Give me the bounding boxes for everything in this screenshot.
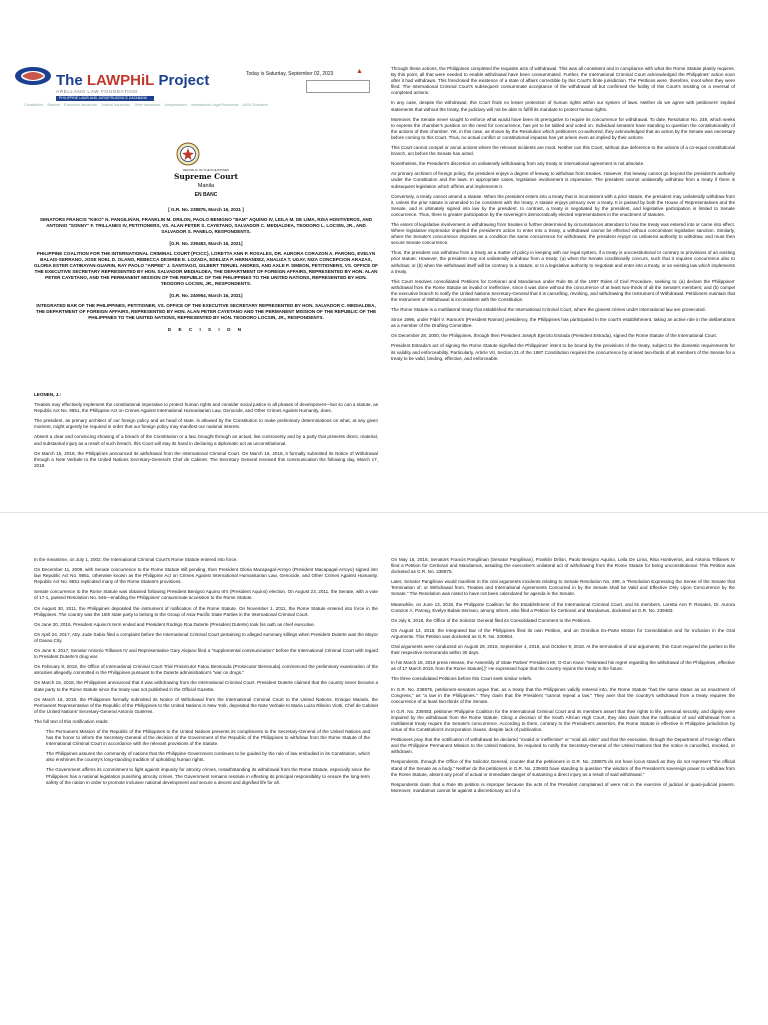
quoted-paragraph: The Government affirms its commitment to fight against impunity for atrocity crimes, notwithstanding its withdrawal from the Rome Statute, especially since the Philippines has a national legislation punishing atrocity crimes. The Government remains resolute in effecting its principal responsibility to ensure the long-term safety of the nation in order to promote inclusive national development and secure a decent and dignified life for all. <box>46 767 370 785</box>
foundation-name: ARELLANO LAW FOUNDATION <box>56 90 138 95</box>
document-page-2 <box>0 512 768 1025</box>
paragraph: Oral arguments were conducted on August 28, 2018, September 4, 2018, and October 9, 2018. At the termination of oral arguments, this Court required the parties to file their respective memoranda within 30 days. <box>391 644 735 656</box>
case-parties: PHILIPPINE COALITION FOR THE INTERNATIONAL CRIMINAL COURT (PCICC), LORETTA ANN P. ROSALES, DR. AURORA CORAZON A. PARONG, EVELYN BALAIS-SERRANO, JOSE NOEL D. OLANO, REBECCA DESIREE E. LOZADA, EDELIZA P. HERNANDEZ, ANALIZA T. UGAY, NIZA CONCEPCION ARAZAS, GLORIA ESTER CATIBAYAN-GUARIN, RAY PAOLO "ARPEE" J. SANTIAGO, GILBERT TERUEL ANDRES, AND AXLE P. SIMEON, PETITIONERS, VS. OFFICE OF THE EXECUTIVE SECRETARY REPRESENTED BY HON. SALVADOR MEDIALDEA, THE DEPARTMENT OF FOREIGN AFFAIRS, REPRESENTED BY HON. ALAN PETER CAYETANO, AND THE PERMANENT MISSION OF THE REPUBLIC OF THE PHILIPPINES TO THE UNITED NATIONS, REPRESENTED BY HON. TEODORO LOCSIN, JR., RESPONDENTS. <box>34 251 378 286</box>
paragraph: Later, Senator Pangilinan would manifest in the oral arguments incidents relating to Senate Resolution No. 289, a "Resolution Expressing the Sense of the Senate that Termination of, or Withdrawal from, Treaties and International Agreements Concurred in by the Senate shall be Valid and Effective Only Upon Concurrence by the Senate." The Resolution was noted to have not been calendared for agenda in the Senate. <box>391 579 735 597</box>
paragraph: Nonetheless, the President's discretion on unilaterally withdrawing from any treaty or international agreement is not absolute. <box>391 161 645 167</box>
republic-label: REPUBLIC OF THE PHILIPPINES <box>182 168 230 172</box>
paragraph: Through these actions, the Philippines completed the requisite acts of withdrawal. This was all consistent and in compliance with what the Rome Statute plainly requires. By this point, all that were needed to enable withdrawal have been consummated. Further, the International Criminal Court acknowledged the Philippines' action soon after it had withdrawn. This foreclosed the existence of a state of affairs correctible by this Court's finite jurisdiction. The Petitions were, therefore, moot when they were filed. The International Criminal Court's subsequent consummate acceptance of the withdrawal all but confirmed the futility of this Court's insisting on a reversal of completed actions. <box>391 66 735 96</box>
site-brand[interactable]: The LAWPHiL Project <box>56 72 210 89</box>
paragraph: This Court resolves consolidated Petitions for Certiorari and Mandamus under Rule 65 of the 1997 Rules of Civil Procedure, seeking to: (a) declare the Philippines' withdrawal from the Rome Statute as invalid or ineffective, since it was done without the concurrence of at least two-thirds of all the Senate's members; and (b) compel the executive branch to notify the United Nations Secretary-General that it is cancelling, revoking, and withdrawing the Instrument of Withdrawal. Petitioners maintain that the Instrument of Withdrawal is inconsistent with the Constitution. <box>391 278 735 302</box>
paragraph: Moreover, the Senate never sought to enforce what would have been its prerogative to require its concurrence for withdrawal. To date, Resolution No. 249, which seeks to express the chamber's position on the need for concurrence, has yet to be tabled and voted on. Individual senators have standing to question the constitutionality of the actions of their chamber. Yet, in this case, as shown by the Resolution which petitioners co-authored, they acknowledged that an action by the Senate was necessary before coming to this Court. Thus, no actual conflict or constitutional impasse has yet arisen even as implied by their actions. <box>391 116 735 140</box>
nav-executive-issuances[interactable]: Executive Issuances <box>64 103 97 107</box>
paragraph: On March 16, 2018, the Philippines formally submitted its Notice of Withdrawal from the International Criminal Court to the United Nations. Enrique Manalo, the Permanent Representative of the Republic of the Philippines to the United Nations in New York, deposited the Note Verbale to Maria Luiza Ribeiro Viotti, Chef de Cabinet of the United Nations' Secretary-General Antonio Guterres. <box>34 696 378 714</box>
page2-right-body <box>391 557 735 1023</box>
paragraph: Respondents, through the Office of the Solicitor General, counter that the petitioners in G.R. No. 238875 do not have locus standi as they do not represent "the official stand of the Senate as a body." Neither do the petitioners in G.R. No. 239483 have standing to question "the wisdom of the President's sovereign power to withdraw from the Rome Statute, absent any proof of actual or immediate danger of sustaining a direct injury as a result of said withdrawal." <box>391 759 735 777</box>
site-brand-highlight: LAWPHiL <box>86 72 155 89</box>
paragraph: On February 8, 2018, the Office of International Criminal Court Trial Prosecutor Fatou Bensouda (Prosecutor Bensouda) commenced the preliminary examination of the atrocities allegedly committed in the Philippines pursuant to the Duterte administration's "war on drugs." <box>34 664 378 676</box>
nav-international-legal-resources[interactable]: International Legal Resources <box>190 103 239 107</box>
paragraph: On August 30, 2011, the Philippines deposited the instrument of ratification of the Rome Statute. On November 1, 2011, the Rome Statute entered into force in the Philippines. The country was the 16th state party to belong to the Group of Asia-Pacific State Parties in the International Criminal Court. <box>34 605 378 617</box>
paragraph: Respondents claim that a Rule 65 petition is improper because the acts of the President complained of were not in the exercise of judicial or quasi-judicial powers. Moreover, mandamus cannot lie against a discretionary act of a <box>391 781 735 793</box>
nav-ausl-exclusive[interactable]: AUSL Exclusive <box>242 103 268 107</box>
paragraph: The three consolidated Petitions before this Court seek similar reliefs. <box>391 676 533 682</box>
paragraph: Absent a clear and convincing showing of a breach of the Constitution or a law, brought through an actual, live controversy and by a party that presents direct, material, and substantial injury as a result of such breach, this Court will stay its hand in declaring a diplomatic act as unconstitutional. <box>34 434 378 446</box>
paragraph: On June 6, 2017, Senator Antonio Trillanes IV and Representative Gary Alejano filed a "supplemental communication" before the International Criminal Court with regard to President Duterte's drug war. <box>34 648 378 660</box>
paragraph: Meanwhile, on June 13, 2018, the Philippine Coalition for the Establishment of the International Criminal Court, and its members, Loretta Ann P. Rosales, Dr. Aurora Corazon A. Parong, Evelyn Balais-Serrano, among others, also filed a Petition for Certiorari and Mandamus, docketed as G.R. No. 239483. <box>391 601 735 613</box>
case-parties: INTEGRATED BAR OF THE PHILIPPINES, PETITIONER, VS. OFFICE OF THE EXECUTIVE SECRETARY REPRESENTED BY HON. SALVADOR C. MEDIALDEA, THE DEPARTMENT OF FOREIGN AFFAIRS, REPRESENTED BY HON. ALAN PETER CAYETANO AND THE PERMANENT MISSION OF THE REPUBLIC OF THE PHILIPPINES TO THE UNITED NATIONS, REPRESENTED BY HON. TEODORO LOCSIN, JR., RESPONDENTS. <box>35 303 377 320</box>
lawphil-logo-icon <box>14 66 52 86</box>
quoted-paragraph: The Philippines assures the community of nations that the Philippine Government continues to be guided by the rule of law embodied in its Constitution, which also enshrines the country's long-standing tradition of upholding human rights. <box>46 751 370 763</box>
paragraph: In G.R. No. 239483, petitioner Philippine Coalition for the International Criminal Court and its members assert that their rights to life, personal security, and dignity were impaired by the withdrawal from the Rome Statute. Citing a decision of the South African High Court, they also claim that the ratification of and withdrawal from a multilateral treaty require the Senate's concurrence. According to them, contrary to the President's assertion, the Rome Statute is effective in Philippine jurisdiction by virtue of the Constitution's incorporation clause, despite lack of publication. <box>391 708 735 733</box>
paragraph: In any case, despite the withdrawal, this Court finds no lesser protection of human rights within our system of laws. Neither do we agree with petitioners' implied statements that without the treaty, the judiciary will not be able to fulfill its mandate to protect human rights. <box>391 100 735 112</box>
paragraph: Petitioners pray that the notification of withdrawal be declared "invalid or ineffective" or "void ab initio" and that the executive, through the Department of Foreign Affairs and the Philippine Permanent Mission to the United Nations, be required to notify the Secretary-General of the United Nations that the notice is cancelled, revoked, or withdrawn. <box>391 737 735 755</box>
paragraph: The full text of this notification reads: <box>34 718 109 724</box>
paragraph: The Rome Statute is a multilateral treaty that established the International Criminal Court, where the gravest crimes under international law are prosecuted. <box>391 307 706 313</box>
paragraph: In the meantime, on July 1, 2002, the International Criminal Court's Rome Statute entered into force. <box>34 557 238 562</box>
nav-constitution[interactable]: Constitution <box>24 103 43 107</box>
databank-bar: PHILIPPINE LAWS AND JURISPRUDENCE DATABANK <box>56 96 154 101</box>
search-input[interactable] <box>306 80 370 93</box>
page1-right-body <box>391 66 735 510</box>
paragraph: On April 24, 2017, Atty. Jude Sabio filed a complaint before the International Criminal Court pertaining to alleged summary killings when President Duterte was the Mayor of Davao City. <box>34 631 378 643</box>
page2-left-body <box>34 557 378 1023</box>
court-division: EN BANC <box>194 192 218 198</box>
paragraph: The extent of legislative involvement in withdrawing from treaties is further determined by circumstances attendant to how the treaty was entered into or came into effect. Where legislative imprimatur impelled the president's action to enter into a treaty, a withdrawal cannot be effected without concomitant legislative sanction. Similarly, where the Senate's concurrence imposes as a condition the same concurrence for withdrawal, the president enjoys no unilateral authority to withdraw, and must then secure Senate concurrence. <box>391 221 735 246</box>
quoted-paragraph: The Permanent Mission of the Republic of the Philippines to the United Nations presents its compliments to the Secretary-General of the United Nations and has the honor to inform the Secretary-General of the decision of the Government of the Republic of the Philippines to withdraw from the Rome Statute of the International Criminal Court in accordance with the relevant provisions of the Statute. <box>46 728 370 747</box>
document-page-1 <box>0 0 768 512</box>
top-navigation <box>24 103 364 107</box>
supreme-court-seal-icon <box>176 142 200 166</box>
nav-other-issuances[interactable]: Other Issuances <box>134 103 161 107</box>
paragraph: This Court cannot compel or annul actions where the relevant incidents are moot. Neither can this Court, without due deference to the actions of a co-equal constitutional branch, act before the Senate has acted. <box>391 145 735 157</box>
court-name: Supreme Court <box>174 172 238 181</box>
paragraph: On July 6, 2018, the Office of the Solicitor General filed its Consolidated Comment to the Petitions. <box>391 617 592 623</box>
page1-left-body <box>34 392 378 510</box>
paragraph: President Estrada's act of signing the Rome Statute signified the Philippines' intent to be bound by the provisions of the treaty, subject to the domestic requirements for its validity and enforceability. Particularly, Article VII, Section 21 of the 1987 Constitution requires the concurrence by at least two-thirds of all members of the Senate for a treaty to be valid, binding, effective, and enforceable. <box>391 343 735 361</box>
today-date: Today is Saturday, September 02, 2023 <box>246 71 334 77</box>
nav-statutes[interactable]: Statutes <box>46 103 61 107</box>
nav-judicial-issuances[interactable]: Judicial Issuances <box>100 103 131 107</box>
paragraph: As primary architect of foreign policy, the president enjoys a degree of leeway to withdraw from treaties. However, this leeway cannot go beyond the president's authority under the Constitution and the laws. In appropriate cases, legislative involvement is imperative. The president cannot unilaterally withdraw from a treaty if there is subsequent legislation which affirms and implements it. <box>391 171 735 189</box>
case-number: [G.R. No. 239483, March 16, 2021] <box>169 241 243 246</box>
paragraph: Treaties may effectively implement the constitutional imperative to protect human rights and consider social justice in all phases of development—but so can a statute, as Republic Act No. 9851, the Philippine Act on Crimes Against International Humanitarian Law, Genocide, and Other Crimes Against Humanity, does. <box>34 402 378 414</box>
paragraph: On December 28, 2000, the Philippines, through then President Joseph Ejercito Estrada (President Estrada), signed the Rome Statute of the International Court. <box>391 333 718 339</box>
paragraph: Thus, the president can withdraw from a treaty as a matter of policy in keeping with our legal system, if a treaty is unconstitutional or contrary to provisions of an existing prior statute. However, the president may not unilaterally withdraw from a treaty: (a) when the Senate conditionally concurs, such that it requires concurrence also to withdraw; or (b) when the withdrawal itself will be contrary to a statute, or to a legislative authority to negotiate and enter into a treaty, or an existing law which implements a treaty. <box>391 250 735 274</box>
paragraph: On March 15, 2018, the Philippines announced its withdrawal from the International Criminal Court. On March 16, 2018, it formally submitted its Notice of Withdrawal through a Note Verbale to the United Nations Secretary-General's Chef de Cabinet. The Secretary General received this communication the following day, March 17, 2018. <box>34 450 378 468</box>
paragraph: On June 30, 2016, President Aquino's term ended and President Rodrigo Roa Duterte (President Duterte) took his oath as chief executive. <box>34 621 316 627</box>
paragraph: On March 15, 2018, the Philippines announced that it was withdrawing from the International Criminal Court. President Duterte claimed that the country never became a state party to the Rome Statute since the treaty was not published in the Official Gazette. <box>34 680 378 692</box>
paragraph: On December 11, 2009, with Senate concurrence to the Rome Statute still pending, then President Gloria Macapagal-Arroyo (President Macapagal-Arroyo) signed into law Republic Act No. 9851, otherwise known as the Philippine Act on Crimes Against International Humanitarian Law, Genocide, and Other Crimes Against Humanity. Republic Act No. 9851 replicated many of the Rome Statute's provisions. <box>34 567 378 585</box>
case-number: [G.R. No. 240954, March 16, 2021] <box>169 293 243 298</box>
ponente: LEONEN, J.: <box>34 392 62 397</box>
paragraph: Since 1996, under Fidel V. Ramos's (President Ramos) presidency, the Philippines has participated in the court's establishment, taking an active role in the deliberations as a member of the Drafting Committee. <box>391 317 735 329</box>
nav-jurisprudence[interactable]: Jurisprudence <box>164 103 187 107</box>
scroll-top-icon[interactable]: ▲ <box>356 68 363 75</box>
court-city: Manila <box>197 183 215 189</box>
paragraph: Senate concurrence to the Rome Statute was obtained following President Benigno Aquino III's (President Aquino) election. On August 23, 2011, the Senate, with a vote of 17-1, passed Resolution No. 546—enabling the Philippines' consummate accession to the Rome Statute. <box>34 589 378 601</box>
paragraph: In his March 18, 2019 press release, the Assembly of State Parties' President Mr. O-Gon Kwon "reiterated his regret regarding the withdrawal of the Philippines, effective as of 17 March 2019, from the Rome Statute[.]" He expressed hope that the country rejoins the treaty in the future. <box>391 660 735 672</box>
paragraph: On May 16, 2018, Senators Francis Pangilinan (Senator Pangilinan), Franklin Drilon, Paolo Benigno Aquino, Leila De Lima, Risa Hontiveros, and Antonio Trillanes IV filed a Petition for Certiorari and Mandamus, assailing the executive's unilateral act of withdrawing from the Rome Statute for being unconstitutional. This Petition was docketed as G.R. No. 238875. <box>391 557 735 575</box>
case-headings <box>34 203 378 333</box>
paragraph: In G.R. No. 238875, petitioners-senators argue that, as a treaty that the Philippines validly entered into, the Rome Statute "has the same status as an enactment of Congress," as "a law in the Philippines." They claim that the President "cannot repeal a law." They aver that the country's withdrawal from a treaty requires the concurrence of at least two-thirds of the Senate. <box>391 686 735 704</box>
decision-title: D E C I S I O N <box>167 327 245 332</box>
paragraph: Conversely, a treaty cannot amend a statute. When the president enters into a treaty that is inconsistent with a prior statute, the president may unilaterally withdraw from it, unless the prior statute is amended to be consistent with the treaty. A statute enjoys primacy over a treaty. It is passed by both the House of Representatives and the Senate, and is ultimately signed into law by the president. In contrast, a treaty is negotiated by the president, and legislative participation is limited to Senate concurrence. Thus, there is greater participation by the sovereign's democratically elected representatives in the enactment of statutes. <box>391 193 735 217</box>
case-parties: SENATORS FRANCIS "KIKO" N. PANGILINAN, FRANKLIN M. DRILON, PAOLO BENIGNO "BAM" AQUINO IV, LEILA M. DE LIMA, RISA HONTIVEROS, AND ANTONIO "SONNY" F. TRILLANES IV, PETITIONERS, VS. ALAN PETER S. CAYETANO, SALVADOR C. MEDIALDEA, TEODORO L. LOCSIN, JR., AND SALVADOR S. PANELO, RESPONDENTS. <box>39 217 373 234</box>
paragraph: On August 14, 2018, the Integrated Bar of the Philippines filed its own Petition, and an Omnibus Ex-Parte Motion for Consolidation and for Inclusion in the Oral Arguments. This Petition was docketed as G.R. No. 240954. <box>391 627 735 639</box>
case-number: [ G.R. No. 238875, March 16, 2021 ] <box>168 207 244 212</box>
paragraph: The president, as primary architect of our foreign policy and as head of state, is allowed by the Constitution to make preliminary determinations on what, at any given moment, might urgently be required in order that our foreign policy may manifest our national interest. <box>34 418 378 430</box>
